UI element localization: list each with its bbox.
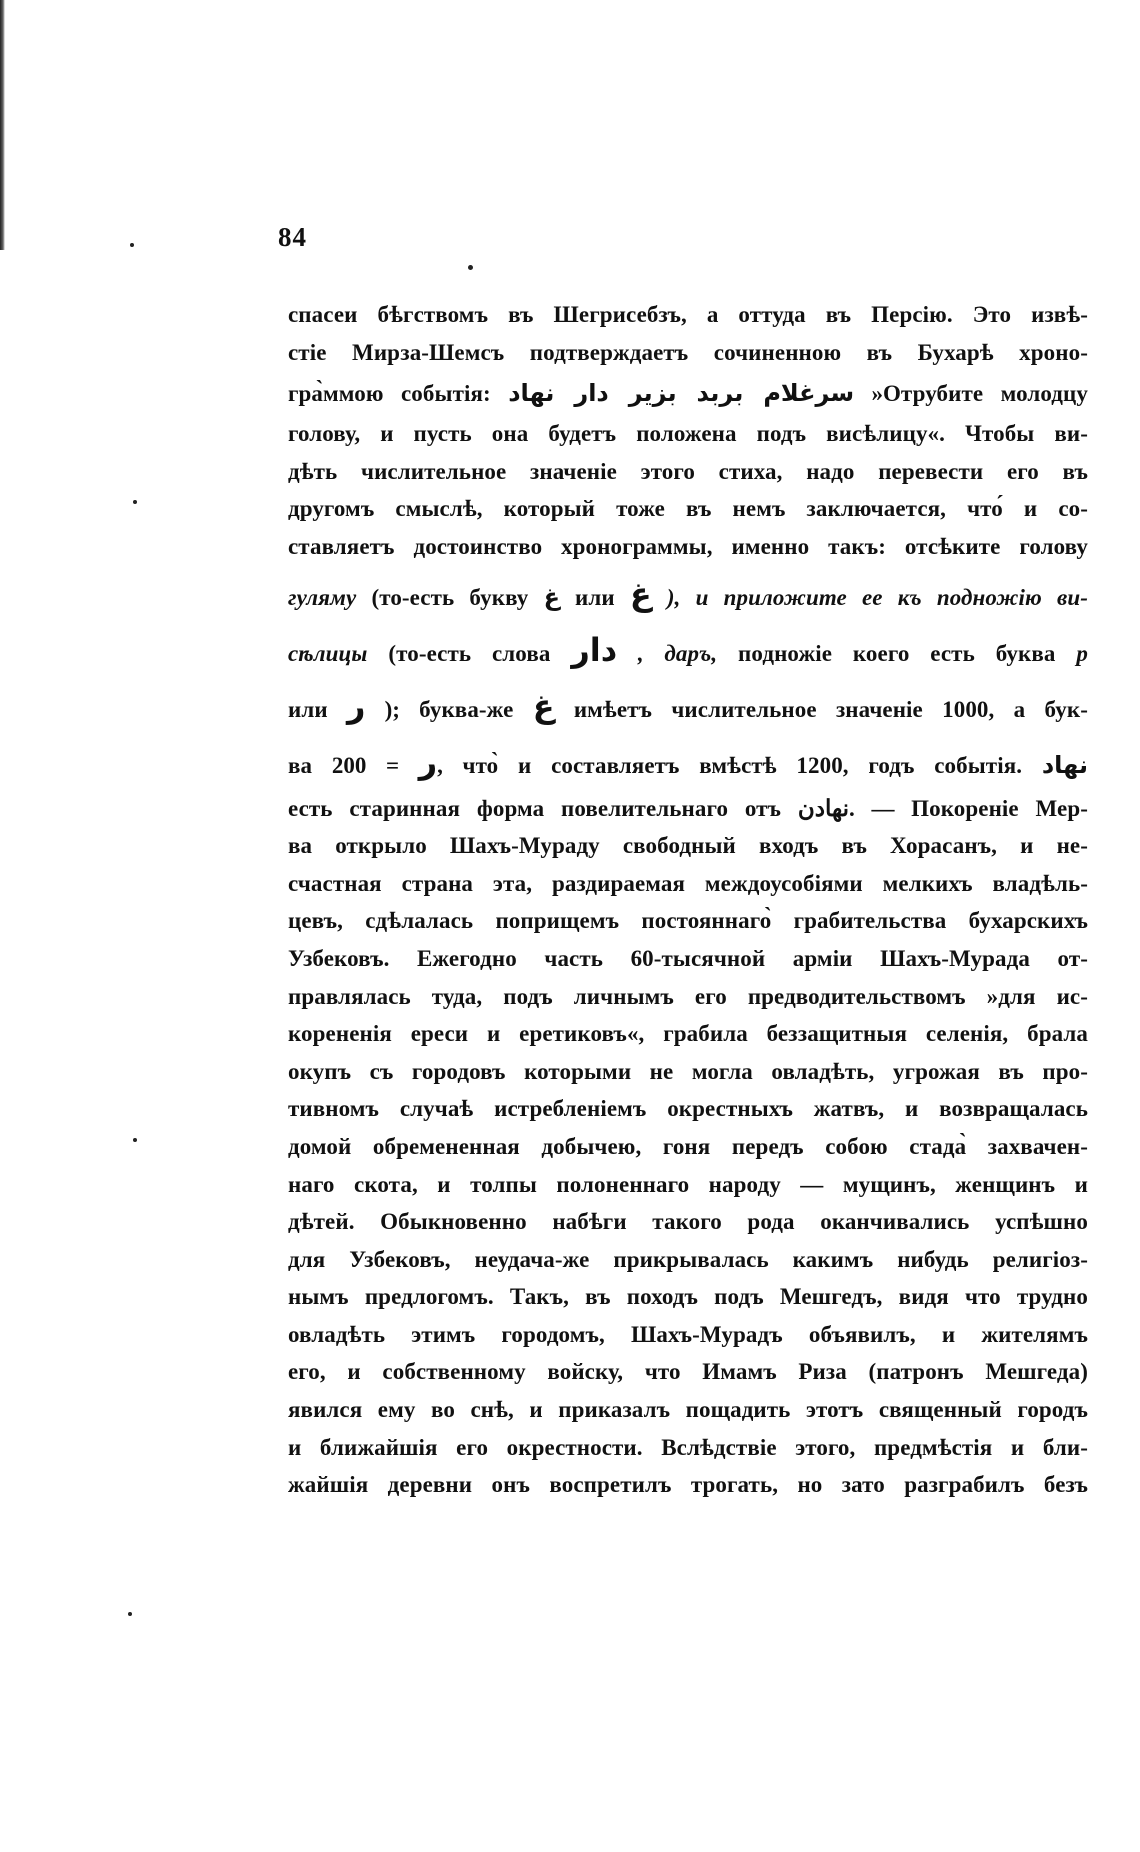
- text-line: [288, 566, 1088, 622]
- text-line: дѣть числительное значеніе этого стиха, надо перевести его въ: [288, 458, 1088, 484]
- arabic-letter: غ: [532, 686, 555, 725]
- line-segment: имѣетъ числительное значеніе 1000, а бук-: [573, 696, 1088, 722]
- text-line: счастная страна эта, раздираемая междоусобіями мелкихъ владѣль-: [288, 870, 1088, 896]
- italic-segment: р: [1076, 640, 1088, 666]
- line-segment: или: [288, 696, 328, 722]
- line-segment: = 200, что̀ и составляетъ вмѣстѣ 1200, годъ событія.: [331, 752, 1023, 778]
- binding-edge: [0, 0, 5, 250]
- italic-segment: гуляму: [288, 584, 357, 610]
- body-text: [288, 296, 1088, 1504]
- arabic-letter: غ: [543, 582, 560, 611]
- italic-segment: ), и приложите ее къ подножію ви-: [666, 584, 1088, 610]
- line-segment: ва: [288, 752, 313, 778]
- page-number: 84: [278, 222, 307, 252]
- line-segment: или: [575, 584, 615, 610]
- arabic-word: دار: [571, 630, 618, 669]
- text-line: другомъ смыслѣ, который тоже въ немъ заключается, что́ и со-: [288, 496, 1088, 522]
- text-line: есть старинная форма повелительнаго отъ نهادن. — Покореніе Мер-: [288, 795, 1088, 821]
- text-line: дѣтей. Обыкновенно набѣги такого рода оканчивались успѣшно: [288, 1209, 1088, 1235]
- text-line: домой обремененная добычею, гоня передъ собою стада̀ захвачен-: [288, 1133, 1088, 1159]
- arabic-chronogram: سرغلام بربد بزير دار نهاد: [508, 379, 855, 408]
- text-line: Узбековъ. Ежегодно часть 60-тысячной арміи Шахъ-Мурада от-: [288, 945, 1088, 971]
- line-segment: (то-есть букву: [371, 584, 529, 610]
- arabic-word: نهاد: [1041, 750, 1088, 779]
- text-line: и ближайшія его окрестности. Вслѣдствіе этого, предмѣстія и бли-: [288, 1434, 1088, 1460]
- text-line: стіе Мирза-Шемсъ подтверждаетъ сочиненною въ Бухарѣ хроно-: [288, 339, 1088, 365]
- arabic-letter: ر: [418, 742, 438, 781]
- arabic-letter: غ: [629, 574, 652, 613]
- line-segment: »Отрубите молодцу: [871, 381, 1088, 407]
- ink-speck: [133, 500, 137, 504]
- text-line: наго скота, и толпы полоненнаго народу — мущинъ, женщинъ и: [288, 1171, 1088, 1197]
- text-line: голову, и пусть она будетъ положена подъ висѣлицу«. Чтобы ви-: [288, 421, 1088, 447]
- italic-segment: сѣлицы: [288, 640, 368, 666]
- text-line: явился ему во снѣ, и приказалъ пощадить этотъ священный городъ: [288, 1397, 1088, 1423]
- text-line: спасеи бѣгствомъ въ Шегрисебзъ, а оттуда въ Персію. Это извѣ-: [288, 302, 1088, 327]
- line-segment: ); буква-же: [384, 696, 514, 722]
- line-segment: (то-есть слова: [388, 640, 551, 666]
- text-line: нымъ предлогомъ. Такъ, въ походъ подъ Мешгедъ, видя что трудно: [288, 1284, 1088, 1310]
- text-line: [288, 734, 1088, 790]
- text-line: [288, 678, 1088, 734]
- text-line: корененія ереси и еретиковъ«, грабила беззащитныя селенія, брала: [288, 1021, 1088, 1047]
- text-line: цевъ, сдѣлалась поприщемъ постояннаго̀ грабительства бухарскихъ: [288, 908, 1088, 934]
- ink-speck: [133, 1138, 137, 1142]
- text-line: ва открыло Шахъ-Мураду свободный входъ въ Хорасанъ, и не-: [288, 833, 1088, 859]
- text-line: ставляетъ достоинство хронограммы, именно такъ: отсѣките голову: [288, 533, 1088, 559]
- text-line: тивномъ случаѣ истребленіемъ окрестныхъ жатвъ, и возвращалась: [288, 1096, 1088, 1122]
- text-line-chronogram: [288, 371, 1088, 415]
- ink-speck: [130, 243, 134, 247]
- text-line: окупъ съ городовъ которыми не могла овладѣть, угрожая въ про-: [288, 1058, 1088, 1084]
- text-line: [288, 622, 1088, 678]
- ink-speck: [128, 1612, 132, 1616]
- text-line: жайшія деревни онъ воспретилъ трогать, но зато разграбилъ безъ: [288, 1472, 1088, 1498]
- arabic-letter: ر: [347, 686, 366, 725]
- text-line: его, и собственному войску, что Имамъ Риза (патронъ Мешгеда): [288, 1359, 1088, 1385]
- line-segment: подножіе коего есть буква: [738, 640, 1056, 666]
- line-segment: гра̀ммою событія:: [288, 381, 491, 407]
- text-line: правлялась туда, подъ личнымъ его предводительствомъ »для ис-: [288, 983, 1088, 1009]
- text-line: овладѣть этимъ городомъ, Шахъ-Мурадъ объявилъ, и жителямъ: [288, 1321, 1088, 1347]
- ink-speck: [468, 265, 473, 270]
- text-line: для Узбековъ, неудача-же прикрывалась какимъ нибудь религіоз-: [288, 1246, 1088, 1272]
- italic-segment: , даръ,: [637, 640, 718, 666]
